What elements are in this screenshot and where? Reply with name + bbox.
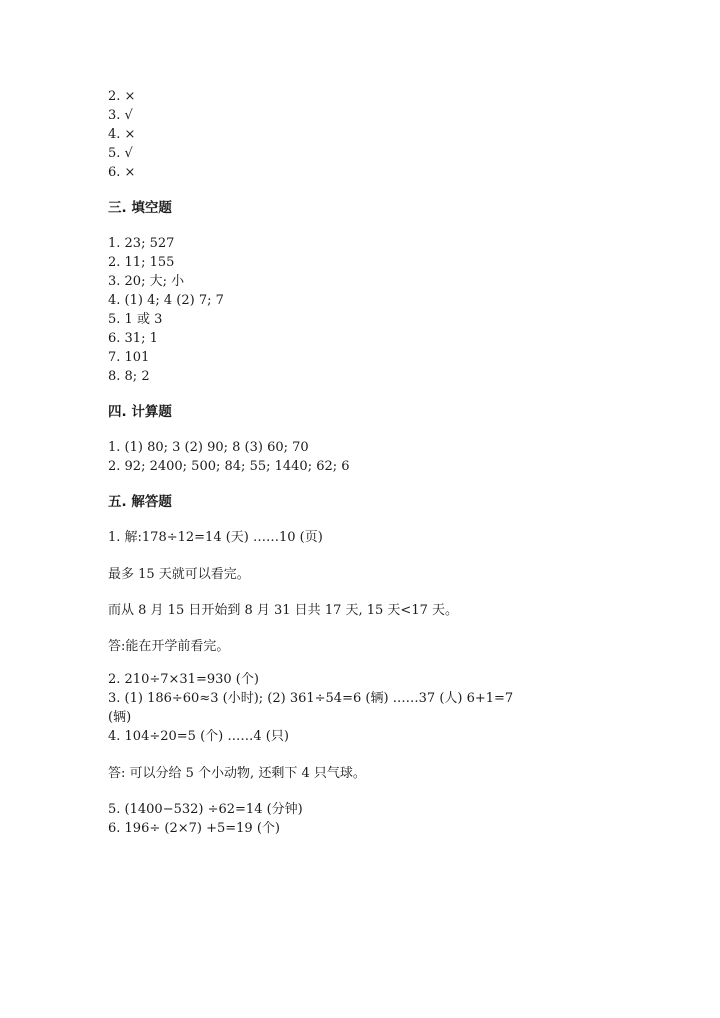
fill-answer-3: 3. 20; 大; 小 [108, 274, 185, 289]
fill-answer-7: 7. 101 [108, 350, 150, 365]
solve-q1: 1. 解:178÷12=14 (天) ……10 (页) [108, 530, 323, 545]
section-heading-fill: 三. 填空题 [108, 200, 172, 216]
solve-q2: 2. 210÷7×31=930 (个) [108, 672, 259, 687]
calc-answer-1: 1. (1) 80; 3 (2) 90; 8 (3) 60; 70 [108, 440, 309, 455]
solve-q6: 6. 196÷ (2×7) +5=19 (个) [108, 821, 280, 836]
judge-answer-2: 2. × [108, 89, 136, 104]
solve-q4: 4. 104÷20=5 (个) ……4 (只) [108, 729, 289, 744]
judge-answer-3: 3. √ [108, 108, 133, 123]
fill-answer-1: 1. 23; 527 [108, 236, 175, 251]
solve-q4-answer: 答: 可以分给 5 个小动物, 还剩下 4 只气球。 [108, 766, 366, 781]
judge-answer-4: 4. × [108, 127, 136, 142]
judge-answer-5: 5. √ [108, 146, 133, 161]
fill-answer-2: 2. 11; 155 [108, 255, 175, 270]
solve-q1-comparison: 而从 8 月 15 日开始到 8 月 31 日共 17 天, 15 天<17 天。 [108, 603, 458, 618]
solve-q3-line1: 3. (1) 186÷60≈3 (小时); (2) 361÷54=6 (辆) ……37 (人) 6+1=7 [108, 691, 514, 706]
fill-answer-8: 8. 8; 2 [108, 369, 150, 384]
fill-answer-4: 4. (1) 4; 4 (2) 7; 7 [108, 293, 224, 308]
solve-q1-conclusion: 最多 15 天就可以看完。 [108, 567, 250, 582]
section-heading-calc: 四. 计算题 [108, 404, 172, 420]
solve-q1-answer: 答:能在开学前看完。 [108, 639, 230, 654]
section-heading-solve: 五. 解答题 [108, 494, 172, 510]
fill-answer-5: 5. 1 或 3 [108, 312, 163, 327]
judge-answer-6: 6. × [108, 165, 136, 180]
solve-q5: 5. (1400−532) ÷62=14 (分钟) [108, 802, 303, 817]
calc-answer-2: 2. 92; 2400; 500; 84; 55; 1440; 62; 6 [108, 459, 350, 474]
fill-answer-6: 6. 31; 1 [108, 331, 158, 346]
solve-q3-line2: (辆) [108, 710, 132, 725]
